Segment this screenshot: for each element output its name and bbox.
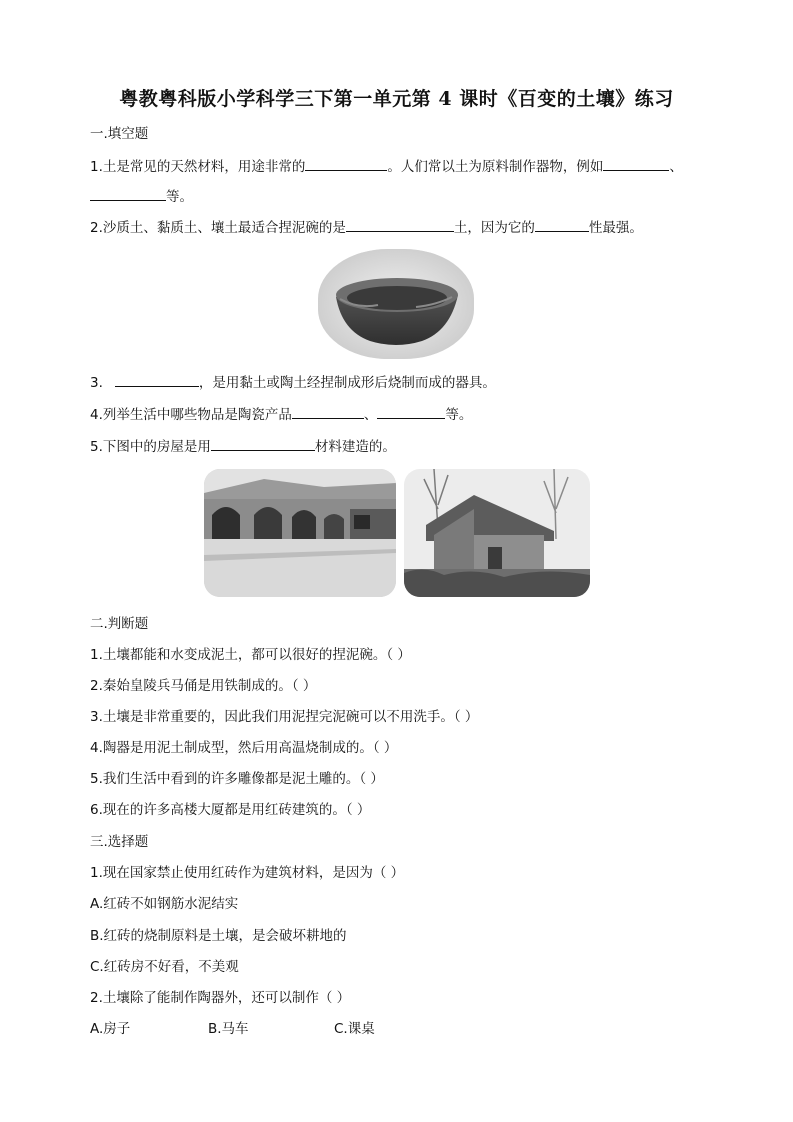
answer-blank[interactable] — [115, 372, 199, 387]
question-3: 3. ，是用黏土或陶土经捏制成形后烧制而成的器具。 — [90, 372, 496, 393]
choice-option[interactable]: A.红砖不如钢筋水泥结实 — [90, 896, 239, 912]
question-4: 4.列举生活中哪些物品是陶瓷产品 、 等。 — [90, 404, 472, 425]
answer-blank[interactable] — [603, 156, 669, 171]
choice-option[interactable]: C.课桌 — [334, 1021, 375, 1037]
answer-blank[interactable] — [292, 404, 364, 419]
question-5: 5.下图中的房屋是用 材料建造的。 — [90, 436, 396, 457]
choice-question-1: 1.现在国家禁止使用红砖作为建筑材料，是因为（ ） — [90, 865, 405, 881]
choice-question-2: 2.土壤除了能制作陶器外，还可以制作（ ） — [90, 990, 351, 1006]
answer-blank[interactable] — [90, 186, 166, 201]
judgment-item: 1.土壤都能和水变成泥土，都可以很好的捏泥碗。（ ） — [90, 647, 411, 663]
question-1-line-1: 1.土是常见的天然材料，用途非常的 。人们常以土为原料制作器物，例如 、 — [90, 156, 683, 177]
section-heading-true-false: 二.判断题 — [90, 616, 149, 632]
section-heading-fill-blank: 一.填空题 — [90, 126, 149, 142]
choice-option[interactable]: A.房子 — [90, 1021, 131, 1037]
judgment-item: 6.现在的许多高楼大厦都是用红砖建筑的。（ ） — [90, 802, 371, 818]
cave-dwelling-photo — [204, 469, 396, 597]
brick-house-photo — [404, 469, 590, 597]
judgment-item: 4.陶器是用泥土制成型，然后用高温烧制成的。（ ） — [90, 740, 398, 756]
answer-blank[interactable] — [305, 156, 387, 171]
judgment-item: 2.秦始皇陵兵马俑是用铁制成的。（ ） — [90, 678, 317, 694]
answer-blank[interactable] — [377, 404, 445, 419]
page-title: 粤教粤科版小学科学三下第一单元第 4 课时《百变的土壤》练习 — [119, 88, 674, 110]
question-1-line-2: 等。 — [90, 186, 193, 207]
judgment-item: 5.我们生活中看到的许多雕像都是泥土雕的。（ ） — [90, 771, 384, 787]
mud-bowl-photo — [318, 249, 474, 359]
judgment-item: 3.土壤是非常重要的，因此我们用泥捏完泥碗可以不用洗手。（ ） — [90, 709, 479, 725]
question-2: 2.沙质土、黏质土、壤土最适合捏泥碗的是 土，因为它的 性最强。 — [90, 217, 643, 238]
section-heading-multiple-choice: 三.选择题 — [90, 834, 149, 850]
choice-option[interactable]: C.红砖房不好看，不美观 — [90, 959, 239, 975]
answer-blank[interactable] — [535, 217, 589, 232]
choice-option[interactable]: B.红砖的烧制原料是土壤，是会破坏耕地的 — [90, 928, 347, 944]
answer-blank[interactable] — [211, 436, 315, 451]
choice-option[interactable]: B.马车 — [208, 1021, 249, 1037]
choice-options-row — [90, 1019, 375, 1039]
answer-blank[interactable] — [346, 217, 454, 232]
